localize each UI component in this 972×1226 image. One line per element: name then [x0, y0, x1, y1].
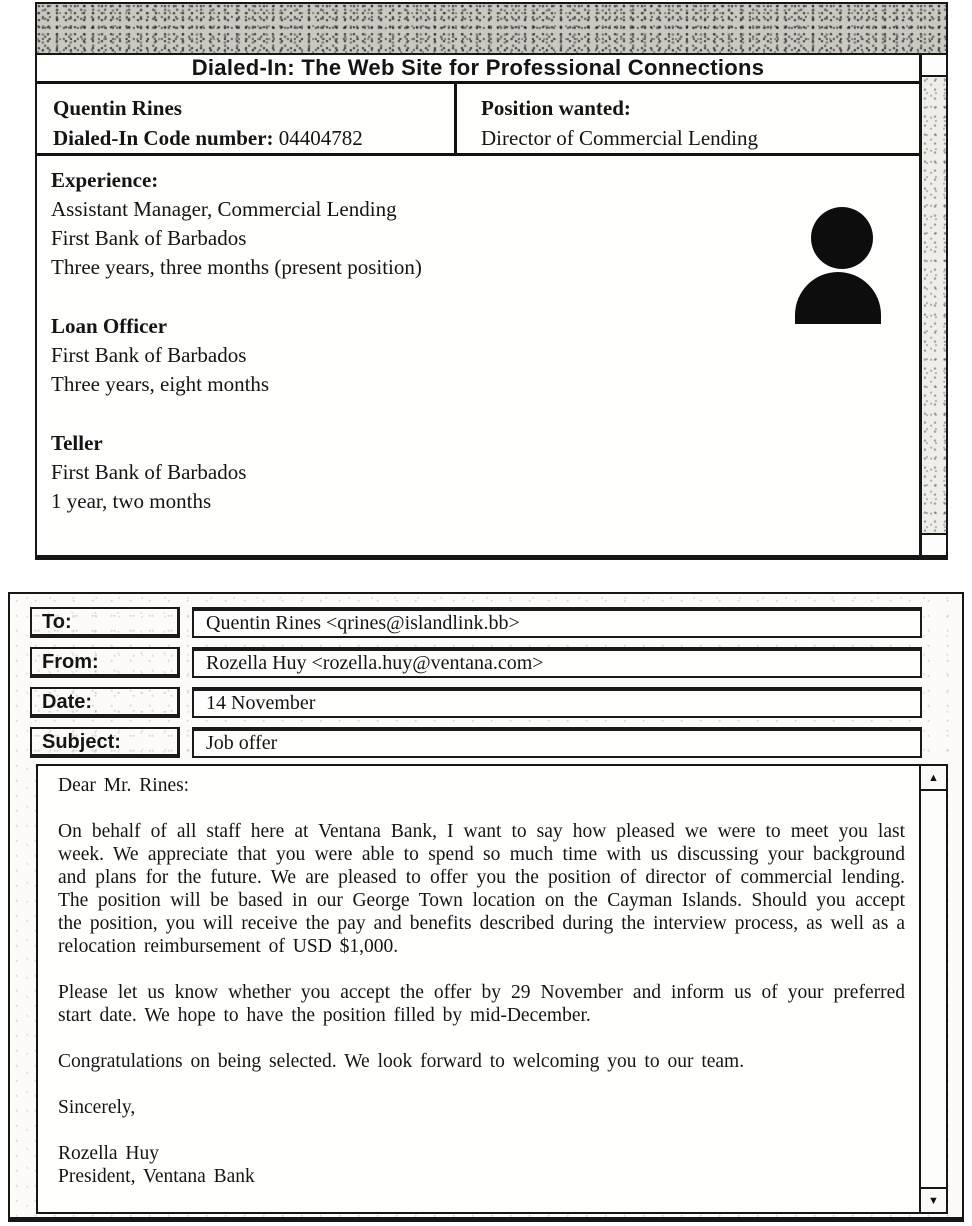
email-scroll-up-button[interactable]: [921, 766, 946, 791]
signature-title: President, Ventana Bank: [58, 1166, 255, 1187]
person-icon: [807, 207, 897, 327]
experience-role: Loan Officer: [51, 314, 168, 338]
candidate-cell: [37, 84, 457, 153]
window-banner-texture: [37, 4, 946, 55]
subject-label: Subject:: [30, 727, 180, 758]
person-icon-shoulders: [795, 272, 881, 324]
position-wanted-value: Director of Commercial Lending: [481, 126, 758, 150]
email-field-row-date: [10, 687, 962, 718]
experience-section: [37, 156, 919, 556]
to-field[interactable]: Quentin Rines <qrines@islandlink.bb>: [192, 607, 922, 638]
from-label: From:: [30, 647, 180, 678]
email-header-fields: [10, 594, 962, 758]
code-label: Dialed-In Code number:: [53, 126, 274, 150]
body-closing: Sincerely,: [58, 1097, 136, 1118]
date-label: Date:: [30, 687, 180, 718]
signature-name: Rozella Huy: [58, 1143, 160, 1164]
code-value: 04404782: [278, 126, 363, 150]
arrow-down-icon: ▼: [928, 1194, 939, 1207]
from-field[interactable]: Rozella Huy <rozella.huy@ventana.com>: [192, 647, 922, 678]
profile-info-row: [37, 84, 919, 156]
experience-company: First Bank of Barbados: [51, 460, 247, 484]
profile-scrollbar[interactable]: [919, 55, 946, 555]
person-icon-head: [811, 207, 873, 269]
date-field[interactable]: 14 November: [192, 687, 922, 718]
email-scroll-down-button[interactable]: [921, 1187, 946, 1212]
profile-scroll-track[interactable]: [922, 77, 946, 533]
body-paragraph: Please let us know whether you accept the offer by 29 November and inform us of your preferred start date. We hope to have the position filled by mid-December.: [58, 982, 905, 1026]
body-salutation: Dear Mr. Rines:: [58, 775, 190, 796]
profile-scroll-down-button[interactable]: [922, 533, 946, 555]
email-field-row-from: [10, 647, 962, 678]
site-title: Dialed-In: The Web Site for Professional Connections: [37, 55, 919, 84]
email-window: [8, 592, 964, 1222]
experience-role: Teller: [51, 431, 103, 455]
experience-entry: [51, 195, 905, 282]
position-wanted-label: Position wanted:: [481, 96, 631, 120]
experience-duration: Three years, three months (present position): [51, 255, 422, 279]
experience-duration: 1 year, two months: [51, 489, 212, 513]
body-paragraph: Congratulations on being selected. We look forward to welcoming you to our team.: [58, 1051, 745, 1072]
position-cell: [457, 84, 919, 153]
to-label: To:: [30, 607, 180, 638]
email-field-row-subject: [10, 727, 962, 758]
email-field-row-to: [10, 607, 962, 638]
subject-field[interactable]: Job offer: [192, 727, 922, 758]
profile-window: [35, 2, 948, 560]
email-scroll-track[interactable]: [921, 791, 946, 1187]
experience-role: Assistant Manager, Commercial Lending: [51, 197, 397, 221]
experience-entry: [51, 429, 905, 516]
experience-company: First Bank of Barbados: [51, 343, 247, 367]
email-scrollbar[interactable]: [919, 766, 946, 1212]
experience-entry: [51, 312, 905, 399]
code-line: [53, 123, 444, 153]
profile-scroll-up-button[interactable]: [922, 55, 946, 77]
experience-company: First Bank of Barbados: [51, 226, 247, 250]
arrow-up-icon: ▲: [928, 771, 939, 784]
experience-duration: Three years, eight months: [51, 372, 270, 396]
body-paragraph: On behalf of all staff here at Ventana Bank, I want to say how pleased we were to meet you last week. We appreciate that you were able to spend so much time with us discussing your background and plans for the future. We are pleased to offer you the position of director of commercial lending. The position will be based in our George Town location on the Cayman Islands. Should you accept the position, you will receive the pay and benefits described during the interview process, as well as a relocation reimbursement of USD $1,000.: [58, 821, 905, 957]
experience-heading: Experience:: [51, 168, 159, 192]
email-body-text[interactable]: [38, 766, 919, 1212]
email-body: [36, 764, 948, 1214]
candidate-name: Quentin Rines: [53, 96, 182, 120]
